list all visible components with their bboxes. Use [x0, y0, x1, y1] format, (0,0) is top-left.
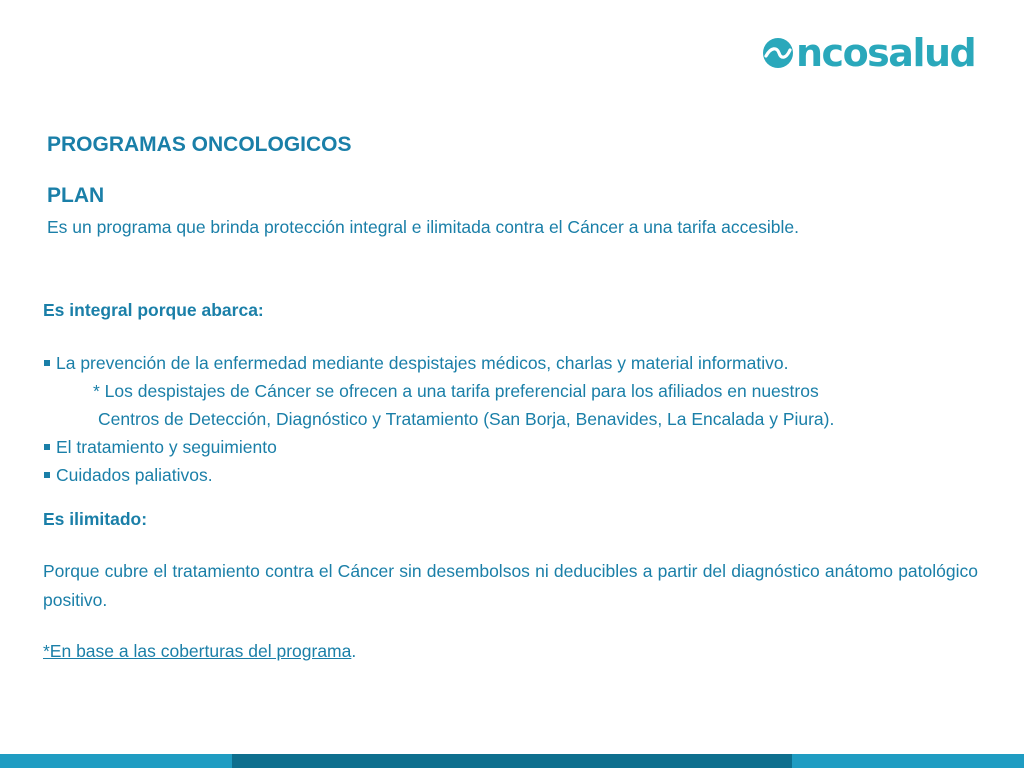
ilimitado-heading: Es ilimitado:: [43, 509, 148, 529]
plan-description: Es un programa que brinda protección integral e ilimitada contra el Cáncer a una tarifa accesible.: [47, 217, 799, 237]
list-item-text: La prevención de la enfermedad mediante despistajes médicos, charlas y material informativo.: [56, 353, 789, 373]
ilimitado-paragraph: Porque cubre el tratamiento contra el Cáncer sin desembolsos ni deducibles a partir del diagnóstico anátomo patológico positivo.: [43, 561, 978, 610]
bullet-icon: [44, 472, 50, 478]
page-title: PROGRAMAS ONCOLOGICOS: [47, 133, 352, 156]
integral-heading: Es integral porque abarca:: [43, 300, 264, 320]
sub-note-line: Centros de Detección, Diagnóstico y Tratamiento (San Borja, Benavides, La Encalada y Piura).: [98, 409, 835, 429]
footer-bar-segment: [0, 754, 232, 768]
list-item: [44, 434, 277, 461]
bullet-icon: [44, 444, 50, 450]
coverage-note: [43, 641, 356, 662]
list-item: [44, 350, 788, 377]
list-item-text: El tratamiento y seguimiento: [56, 437, 277, 457]
logo-text: ncosalud: [796, 31, 976, 75]
oncosalud-logo-icon: [762, 37, 794, 69]
plan-heading: PLAN: [47, 184, 105, 207]
list-item-text: Cuidados paliativos.: [56, 465, 213, 485]
note-suffix: .: [351, 641, 357, 661]
sub-note-line: * Los despistajes de Cáncer se ofrecen a una tarifa preferencial para los afiliados en nuestros: [93, 381, 819, 401]
list-item: [44, 462, 213, 489]
footer-bar-segment: [232, 754, 792, 768]
coverage-link[interactable]: *En base a las coberturas del programa: [43, 641, 352, 661]
footer-bar: [0, 754, 1024, 768]
oncosalud-logo: [762, 30, 1002, 76]
footer-bar-segment: [792, 754, 1024, 768]
bullet-icon: [44, 360, 50, 366]
